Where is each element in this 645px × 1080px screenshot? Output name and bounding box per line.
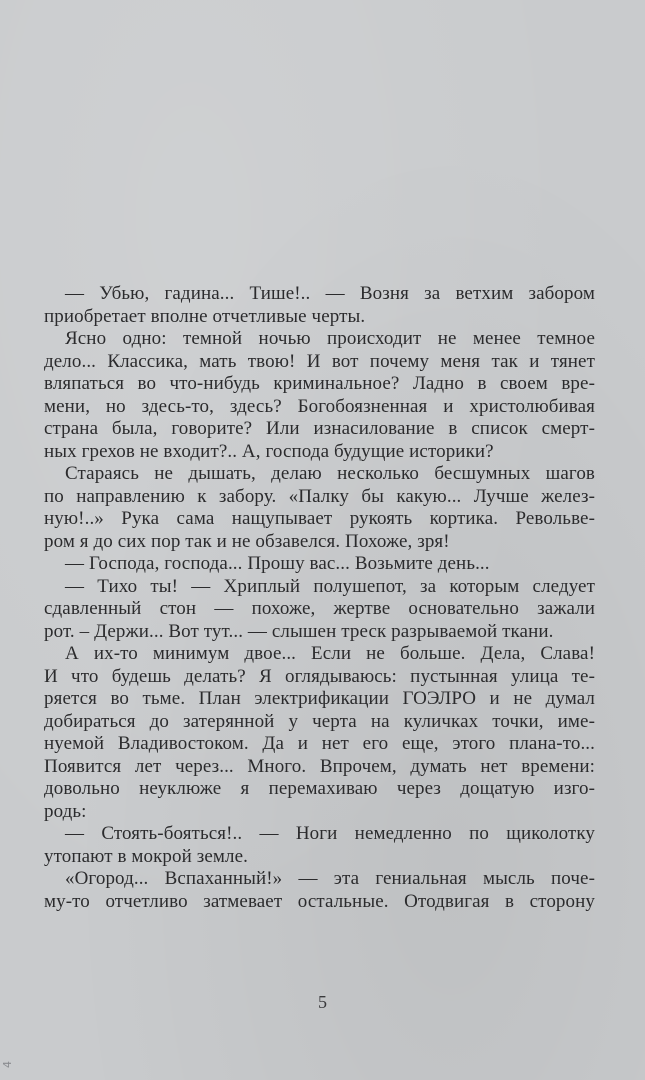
text-line: сдавленный стон — похоже, жертве основательно зажали bbox=[44, 598, 595, 619]
text-line: утопают в мокрой земле. bbox=[44, 845, 248, 867]
text-line: родь: bbox=[44, 800, 87, 822]
page-number: 5 bbox=[318, 992, 327, 1012]
text-line: А их-то минимум двое... Если не больше. Дела, Слава! bbox=[65, 643, 595, 664]
text-line: вляпаться во что-нибудь криминальное? Ладно в своем вре- bbox=[44, 373, 595, 394]
text-line: «Огород... Вспаханный!» — эта гениальная мысль поче- bbox=[65, 868, 595, 889]
text-line: му-то отчетливо затмевает остальные. Отодвигая в сторону bbox=[44, 890, 595, 912]
text-line: ную!..» Рука сама нащупывает рукоять кортика. Револьве- bbox=[44, 508, 595, 529]
text-line: Ясно одно: темной ночью происходит не менее темное bbox=[65, 328, 595, 349]
text-line: приобретает вполне отчетливые черты. bbox=[44, 305, 366, 327]
text-line: рот. – Держи... Вот тут... — слышен треск разрываемой ткани. bbox=[44, 620, 554, 642]
text-line: — Стоять-бояться!.. — Ноги немедленно по щиколотку bbox=[65, 823, 595, 844]
text-line: страна была, говорите? Или изнасилование в список смерт- bbox=[44, 418, 595, 439]
text-line: — Господа, господа... Прошу вас... Возьмите день... bbox=[65, 553, 490, 574]
text-line: ных грехов не входит?.. А, господа будущие историки? bbox=[44, 440, 494, 462]
text-line: Появится лет через... Много. Впрочем, думать нет времени: bbox=[44, 755, 595, 777]
text-line: ром я до сих пор так и не обзавелся. Похоже, зря! bbox=[44, 530, 450, 552]
text-line: ряется во тьме. План электрификации ГОЭЛРО и не думал bbox=[44, 688, 595, 709]
body-text bbox=[44, 283, 595, 913]
text-line: И что будешь делать? Я оглядываюсь: пустынная улица те- bbox=[44, 665, 595, 687]
text-line: добираться до затерянной у черта на куличках точки, име- bbox=[44, 710, 595, 732]
text-line: дело... Классика, мать твою! И вот почему меня так и тянет bbox=[44, 350, 595, 372]
text-line: — Убью, гадина... Тише!.. — Возня за ветхим забором bbox=[65, 283, 595, 304]
text-line: по направлению к забору. «Палку бы какую... Лучше желез- bbox=[44, 485, 595, 507]
text-line: нуемой Владивостоком. Да и нет его еще, этого плана-то... bbox=[44, 733, 595, 754]
text-line: довольно неуклюже я перемахиваю через дощатую изго- bbox=[44, 778, 595, 799]
text-line: Стараясь не дышать, делаю несколько бесшумных шагов bbox=[65, 463, 595, 484]
text-line: мени, но здесь-то, здесь? Богобоязненная и христолюбивая bbox=[44, 395, 595, 417]
text-line: — Тихо ты! — Хриплый полушепот, за которым следует bbox=[65, 575, 595, 597]
edge-mark: 4 bbox=[1, 1061, 14, 1068]
